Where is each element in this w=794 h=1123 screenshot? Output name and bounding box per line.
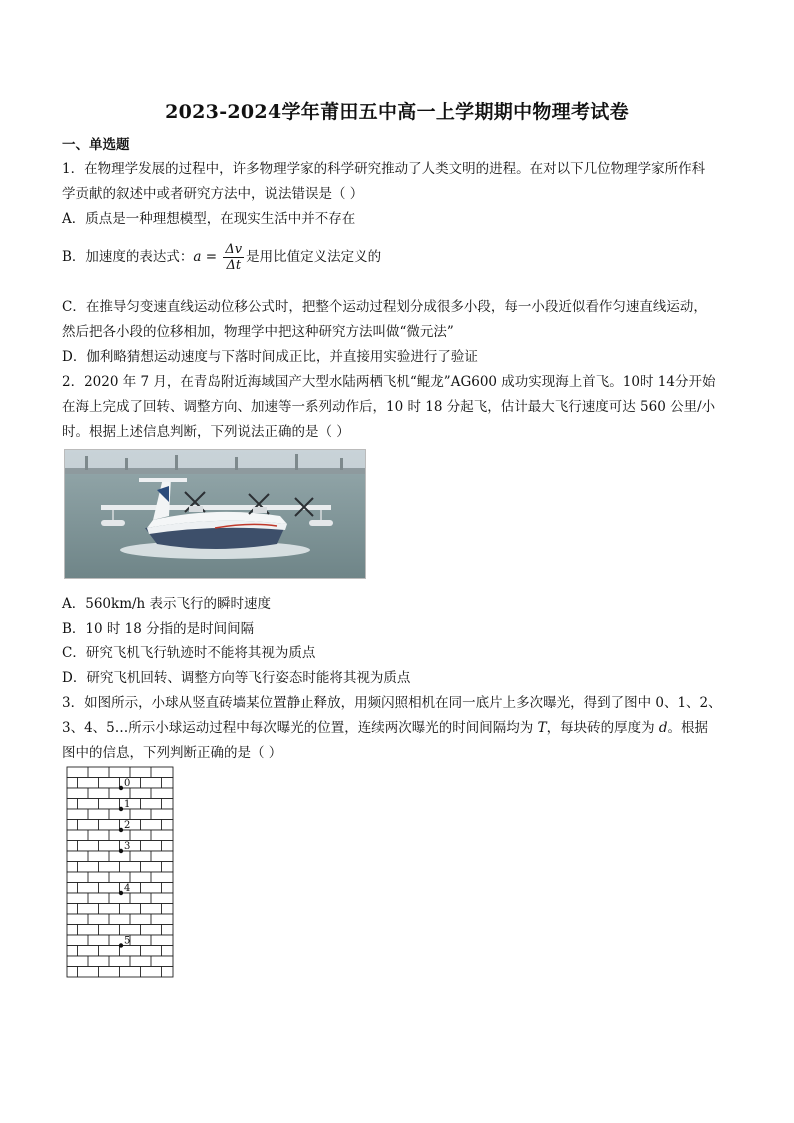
q3-thickness-symbol: d: [658, 720, 668, 736]
brick-row: [67, 925, 173, 936]
q1-option-a: A．质点是一种理想模型，在现实生活中并不存在: [62, 211, 356, 227]
seaplane-illustration: [65, 450, 365, 578]
brick-row: [67, 767, 173, 778]
brick-row: [67, 862, 173, 873]
ball-position-label: 1: [124, 799, 131, 810]
ball-position-dot: [119, 943, 123, 947]
ball-position-dot: [119, 807, 123, 811]
q1-option-b-prefix: B．加速度的表达式：: [62, 249, 194, 265]
q3-stem-line3: 图中的信息，下列判断正确的是（ ）: [62, 745, 283, 761]
q3-stem-line1: 3．如图所示，小球从竖直砖墙某位置静止释放，用频闪照相机在同一底片上多次曝光，得到了图中 0、1、2、: [62, 695, 722, 711]
ball-position-dot: [119, 828, 123, 832]
brick-wall-figure: [66, 766, 174, 984]
ball-position-label: 2: [124, 820, 131, 831]
q2-option-b: B．10 时 18 分指的是时间间隔: [62, 621, 255, 637]
exam-title: 2023-2024学年莆田五中高一上学期期中物理考试卷: [165, 101, 629, 123]
ball-position-label: 4: [124, 883, 131, 894]
q3-stem-line2-a: 3、4、5…所示小球运动过程中每次曝光的位置，连续两次曝光的时间间隔均为: [62, 720, 538, 736]
brick-row: [67, 872, 173, 883]
q3-stem-line2-c: 。根据: [667, 720, 709, 736]
section-heading: 一、单选题: [62, 137, 130, 153]
ball-position-label: 5: [124, 935, 131, 947]
q2-stem-line1: 2．2020 年 7 月，在青岛附近海域国产大型水陆两栖飞机“鲲龙”AG600 成功实现海上首飞。10时 14分开始: [62, 374, 716, 390]
q3-stem-line2-b: ，每块砖的厚度为: [546, 720, 659, 736]
seaplane-photo: [64, 449, 366, 579]
ball-position-dot: [119, 786, 123, 790]
q1-option-d: D．伽利略猜想运动速度与下落时间成正比，并直接用实验进行了验证: [62, 349, 478, 365]
q2-stem-line2: 在海上完成了回转、调整方向、加速等一系列动作后，10 时 18 分起飞，估计最大飞行速度可达 560 公里/小: [62, 399, 716, 415]
acceleration-fraction: [223, 242, 244, 273]
q2-option-a: A．560km/h 表示飞行的瞬时速度: [62, 596, 272, 612]
q2-stem-line3: 时。根据上述信息判断，下列说法正确的是（ ）: [62, 424, 350, 440]
brick-row: [67, 967, 173, 978]
ball-position-dot: [119, 891, 123, 895]
q1-stem-line1: 1．在物理学发展的过程中，许多物理学家的科学研究推动了人类文明的进程。在对以下几位物理学家所作科: [62, 161, 706, 177]
brick-row: [67, 956, 173, 967]
q3-stem-line2: [62, 716, 708, 736]
q1-option-c-line2: 然后把各小段的位移相加，物理学中把这种研究方法叫做“微元法”: [62, 324, 454, 340]
q1-option-b-eq: =: [201, 249, 222, 265]
ball-position-label: 0: [124, 778, 131, 789]
q1-option-b: [62, 242, 381, 273]
brick-row: [67, 914, 173, 925]
q2-option-c: C．研究飞机飞行轨迹时不能将其视为质点: [62, 645, 316, 661]
ball-position-dot: [119, 849, 123, 853]
q1-option-b-var: a: [193, 249, 202, 265]
ball-position-label: 3: [124, 841, 131, 852]
q1-option-c-line1: C．在推导匀变速直线运动位移公式时，把整个运动过程划分成很多小段，每一小段近似看作匀速直线运动，: [62, 299, 707, 315]
brick-row: [67, 904, 173, 915]
q3-period-symbol: T: [537, 720, 547, 736]
fraction-numerator: Δv: [225, 242, 243, 257]
q2-option-d: D．研究飞机回转、调整方向等飞行姿态时能将其视为质点: [62, 670, 411, 686]
q1-stem-line2: 学贡献的叙述中或者研究方法中，说法错误是（ ）: [62, 186, 364, 202]
fraction-denominator: Δt: [226, 258, 242, 273]
q1-option-b-suffix: 是用比值定义法定义的: [246, 249, 382, 265]
